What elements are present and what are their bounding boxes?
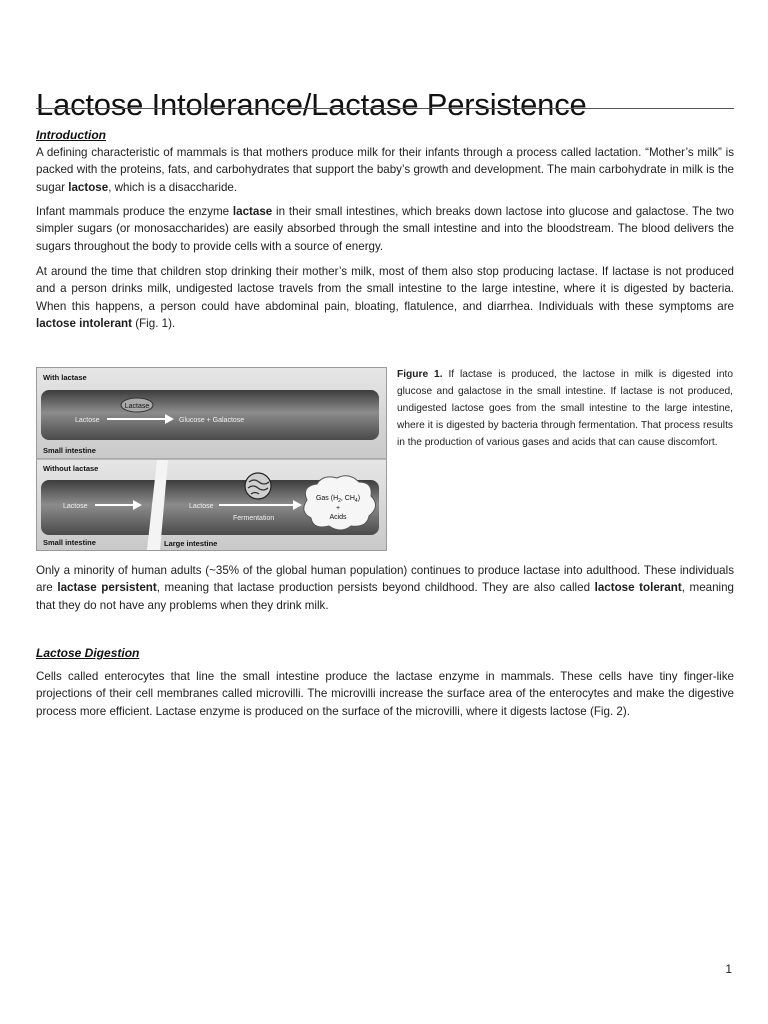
fig-label-lactose-left: Lactose [63,503,88,510]
text-run: Cells called enterocytes that line the small intestine produce the lactase enzyme in mammals. These cells have tiny finger-like projections of their cell membranes called microvilli. The microvilli increase the surface area of the enterocytes and make the digestive process more efficient. Lactase enzyme is produced on the surface of the microvilli, where it digests lactose (Fig. 2). [36,670,734,718]
gas-part-3: ) [357,495,361,502]
text-run: At around the time that children stop drinking their mother’s milk, most of them also stop producing lactase. If lactase is not produced and a person drinks milk, undigested lactose travels from the small intestine to the large intestine, where it is digested by bacteria. When this happens, a person could have abdominal pain, bloating, flatulence, and diarrhea. Individuals with these symptoms are [36,265,734,313]
figure-1-diagram [37,368,386,550]
fig-label-lactose-mid: Lactose [189,503,214,510]
bold-term: lactase [232,205,273,218]
figure-1-caption [397,366,733,451]
fig-label-with-lactase: With lactase [43,373,87,382]
digestion-paragraph [36,668,734,720]
bold-term: lactase persistent [57,581,157,595]
title-rule [36,108,734,109]
fig-label-glucose-galactose: Glucose + Galactose [179,417,245,424]
figure-1 [36,367,387,551]
intro-paragraph-2 [36,203,734,255]
text-run: Only a minority of human adults (~35% of the global human population) continues to produce lactase into adulthood. These individuals are [36,564,734,595]
gas-part-1: Gas (H [315,495,339,502]
introduction-heading: Introduction [36,128,106,142]
fig-label-without-lactase: Without lactase [43,464,99,473]
bold-term: lactose tolerant [594,581,682,595]
intro-paragraph-1 [36,144,734,196]
text-run: , which is a disaccharide. [108,180,238,194]
page-title: Lactose Intolerance/Lactase Persistence [36,86,587,122]
fig-label-small-intestine-bottom: Small intestine [43,538,96,547]
page-number: 1 [725,962,732,976]
text-run: , meaning that lactase production persists beyond childhood. They are also called [156,581,595,595]
small-intestine-tube-top [41,390,379,440]
bacteria-icon [245,473,271,499]
fig-label-large-intestine: Large intestine [164,539,218,548]
text-run: , meaning that they do not have any problems when they drink milk. [36,581,735,612]
gas-part-2: , CH [340,495,355,502]
fig-label-lactase: Lactase [124,403,150,410]
intro-paragraph-3 [36,263,734,333]
text-run: (Fig. 1). [132,317,176,331]
bold-term: lactose [68,180,109,194]
lactose-digestion-heading: Lactose Digestion [36,646,140,660]
text-run: Infant mammals produce the enzyme [36,205,233,218]
text-run: If lactase is produced, the lactose in milk is digested into glucose and galactose in the small intestine. If lactase is not produced, undigested lactose goes from the small intestine to the large intestine, where it is digested by bacteria through fermentation. That process results in the production of various gases and acids that can cause discomfort. [397,369,733,448]
fig-label-plus: + [335,505,341,512]
bold-term: Figure 1. [397,369,443,380]
gas-sub-1: 2 [338,498,341,504]
fig-label-acids: Acids [329,514,347,521]
fig-label-small-intestine-top: Small intestine [43,446,96,455]
gas-sub-2: 4 [354,498,358,504]
text-run: in their small intestines, which breaks down lactose into glucose and galactose. The two simpler sugars (or monosaccharides) are easily absorbed through the small intestine and into the bloodstream. The blood delivers the sugars throughout the body to provide cells with a source of energy. [36,205,734,253]
persistence-paragraph [36,562,734,614]
fig-label-fermentation: Fermentation [233,515,275,522]
text-run: A defining characteristic of mammals is that mothers produce milk for their infants through a process called lactation. “Mother’s milk” is packed with the proteins, fats, and carbohydrates that support the baby’s growth and development. The main carbohydrate in milk is the sugar [36,146,734,194]
bold-term: lactose intolerant [36,317,132,331]
fig-label-lactose-top: Lactose [75,417,100,424]
